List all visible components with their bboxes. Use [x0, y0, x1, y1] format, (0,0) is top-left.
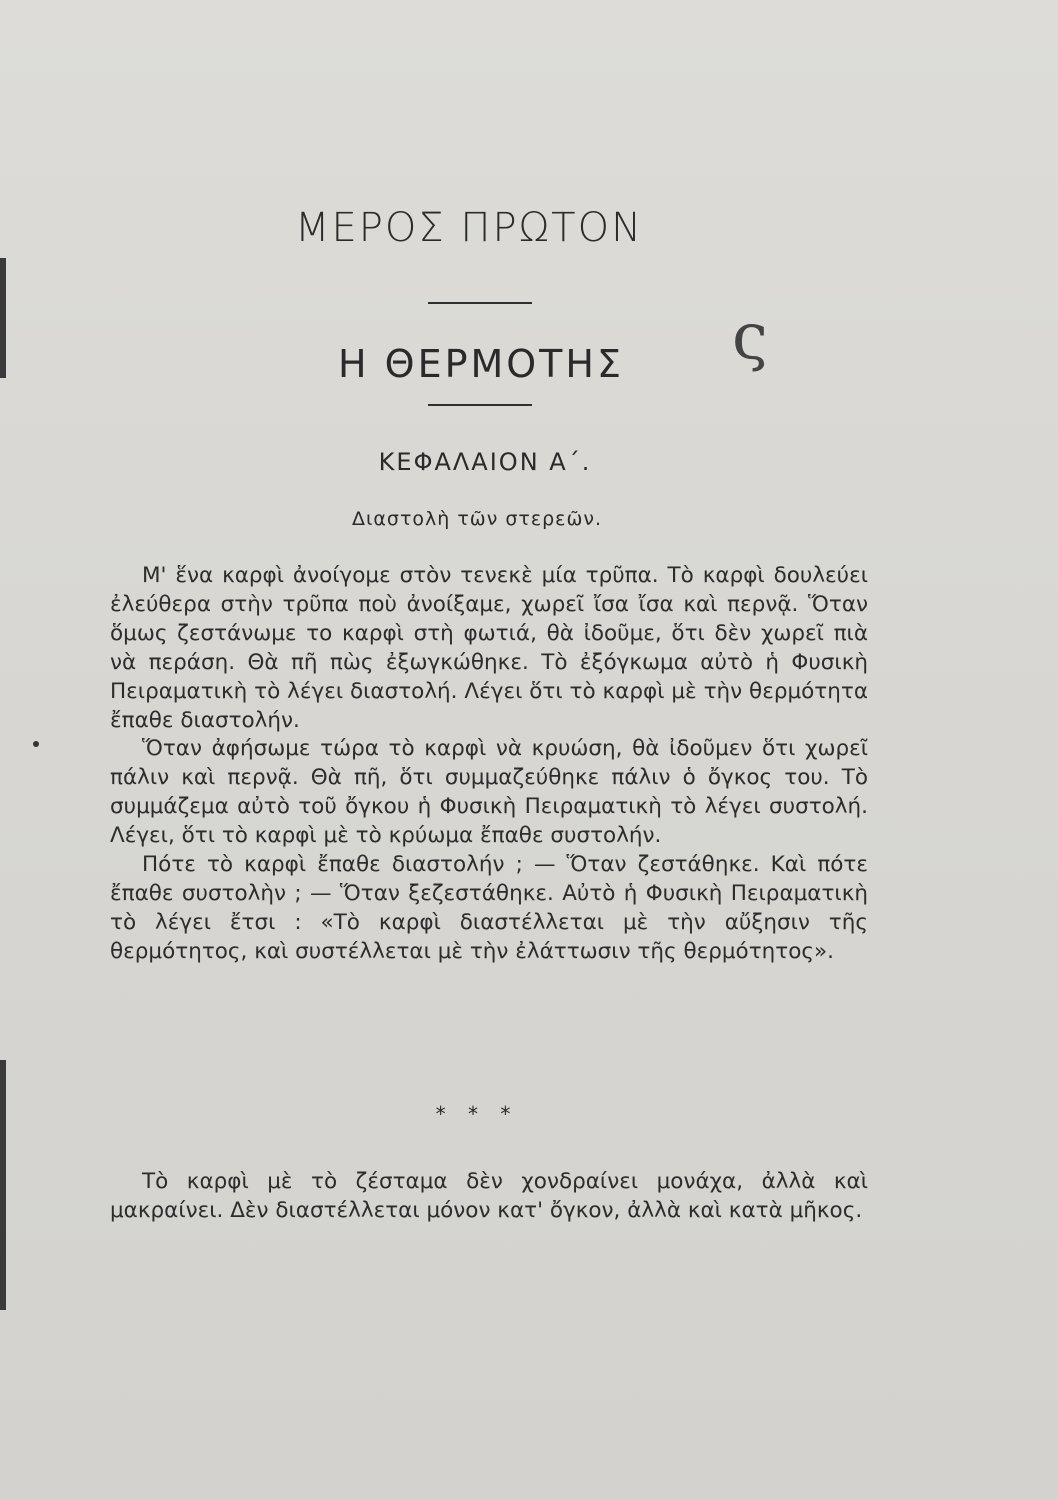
- divider-rule: [428, 404, 532, 406]
- section-separator: * * *: [435, 1102, 519, 1126]
- chapter-title: ΚΕΦΑΛΑΙΟΝ Α΄.: [378, 448, 592, 476]
- margin-handwritten-mark: ς: [732, 300, 768, 374]
- paragraph: Μ' ἕνα καρφὶ ἀνοίγομε στὸν τενεκὲ μία τρῦπα. Τὸ καρφὶ δουλεύει ἐλεύθερα στὴν τρῦπα ποὺ ἀνοίξαμε, χωρεῖ ἴσα ἴσα καὶ περνᾷ. Ὅταν ὅμως ζεστάνωμε το καρφὶ στὴ φωτιά, θὰ ἰδοῦμε, ὅτι δὲν χωρεῖ πιὰ νὰ περάση. Θὰ πῆ πὼς ἐξωγκώθηκε. Τὸ ἐξόγκωμα αὐτὸ ἡ Φυσικὴ Πειραματικὴ τὸ λέγει διαστολή. Λέγει ὅτι τὸ καρφὶ μὲ τὴν θερμότητα ἔπαθε διαστολήν.: [110, 563, 868, 733]
- body-text-block: [110, 1168, 868, 1226]
- page-edge-shadow: [0, 1060, 6, 1310]
- margin-dot: [33, 741, 39, 747]
- paragraph: Τὸ καρφὶ μὲ τὸ ζέσταμα δὲν χονδραίνει μονάχα, ἀλλὰ καὶ μακραίνει. Δὲν διαστέλλεται μόνον κατ' ὄγκον, ἀλλὰ καὶ κατὰ μῆκος.: [110, 1169, 868, 1223]
- section-title: Η ΘΕΡΜΟΤΗΣ: [338, 342, 624, 386]
- chapter-subtitle: Διαστολὴ τῶν στερεῶν.: [351, 508, 603, 530]
- paragraph: Ὅταν ἀφήσωμε τώρα τὸ καρφὶ νὰ κρυώση, θὰ ἰδοῦμεν ὅτι χωρεῖ πάλιν καὶ περνᾷ. Θὰ πῆ, ὅτι συμμαζεύθηκε πάλιν ὁ ὄγκος του. Τὸ συμμάζεμα αὐτὸ τοῦ ὄγκου ἡ Φυσικὴ Πειραματικὴ τὸ λέγει συστολή. Λέγει, ὅτι τὸ καρφὶ μὲ τὸ κρύωμα ἔπαθε συστολήν.: [110, 736, 868, 849]
- part-title: ΜΕΡΟΣ ΠΡΩΤΟΝ: [295, 205, 643, 251]
- body-text-block: [110, 562, 868, 967]
- divider-rule: [428, 302, 532, 304]
- paragraph: Πότε τὸ καρφὶ ἔπαθε διαστολήν ; — Ὅταν ζεστάθηκε. Καὶ πότε ἔπαθε συστολὴν ; — Ὅταν ξεζεστάθηκε. Αὐτὸ ἡ Φυσικὴ Πειραματικὴ τὸ λέγει ἔτσι : «Τὸ καρφὶ διαστέλλεται μὲ τὴν αὔξησιν τῆς θερμότητος, καὶ συστέλλεται μὲ τὴν ἐλάττωσιν τῆς θερμότητος».: [110, 852, 868, 964]
